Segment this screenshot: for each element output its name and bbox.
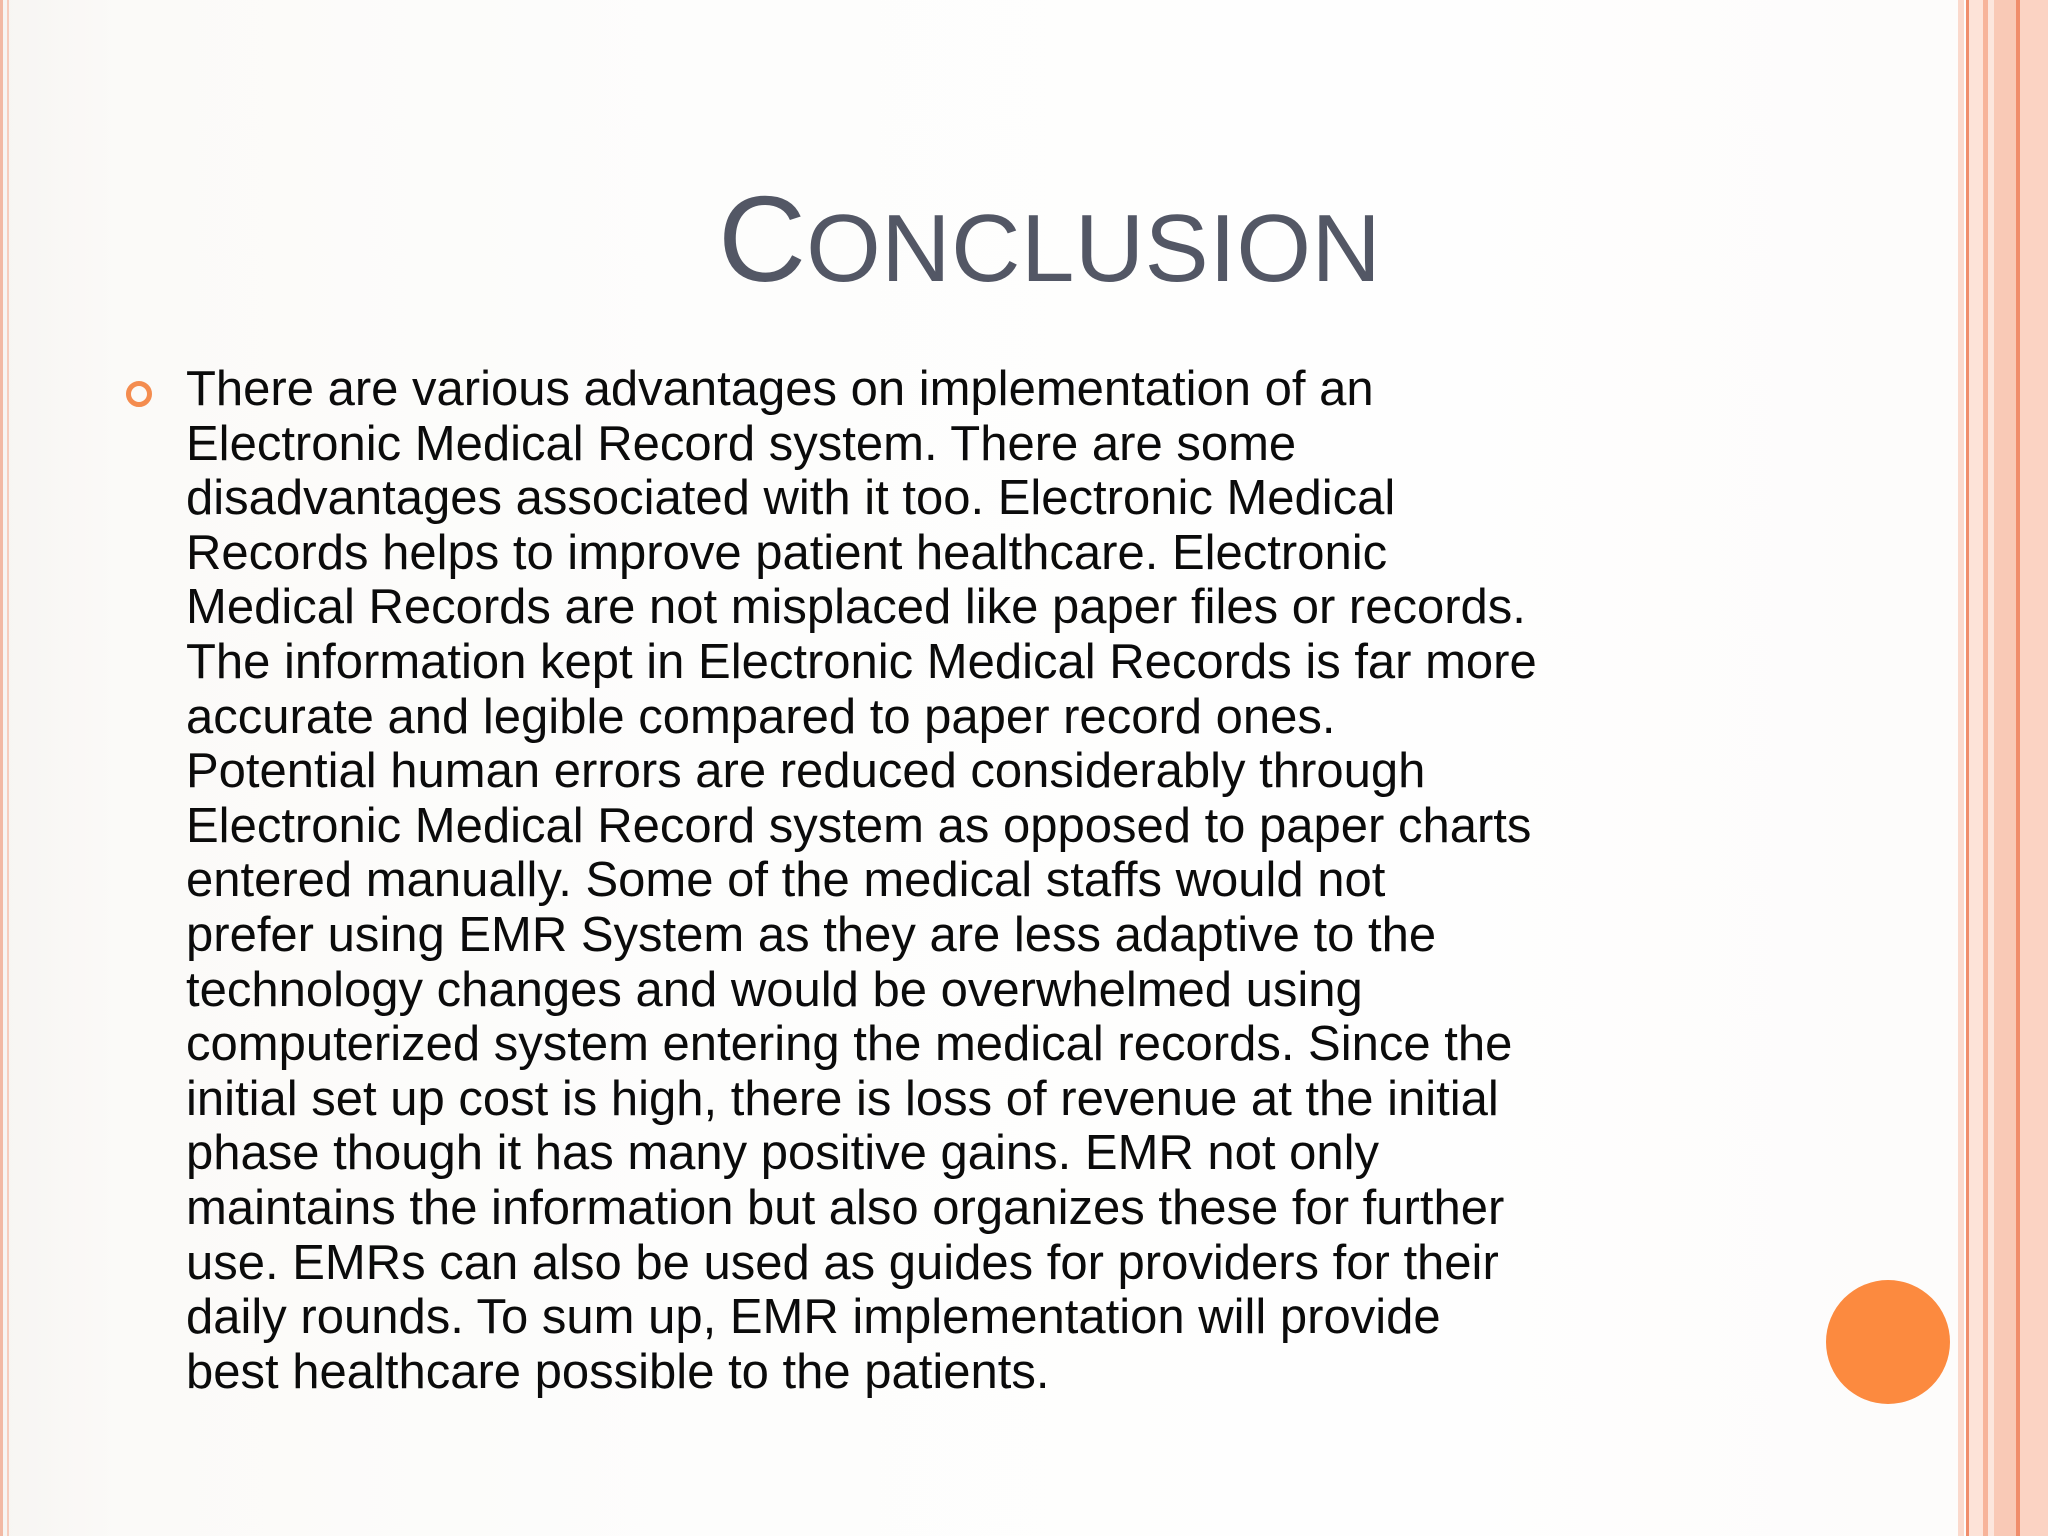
slide-title (718, 171, 1382, 308)
conclusion-paragraph: There are various advantages on implementation of an Electronic Medical Record system. There are some disadvantages associated with it too. Electronic Medical Records helps to improve patient healthcare. Electronic Medical Records are not misplaced like paper files or records. The information kept in Electronic Medical Records is far more accurate and legible compared to paper record ones. Potential human errors are reduced considerably through Electronic Medical Record system as opposed to paper charts entered manually. Some of the medical staffs would not prefer using EMR System as they are less adaptive to the technology changes and would be overwhelmed using computerized system entering the medical records. Since the initial set up cost is high, there is loss of revenue at the initial phase though it has many positive gains. EMR not only maintains the information but also organizes these for further use. EMRs can also be used as guides for providers for their daily rounds. To sum up, EMR implementation will provide best healthcare possible to the patients. (186, 362, 1537, 1399)
slide-title-rest: ONCLUSION (806, 195, 1382, 302)
hollow-circle-bullet-icon (126, 381, 152, 407)
right-border-decoration (1958, 0, 2048, 1536)
left-border-decoration (0, 0, 14, 1536)
orange-dot-icon (1826, 1280, 1950, 1404)
slide-title-initial: C (718, 171, 807, 307)
